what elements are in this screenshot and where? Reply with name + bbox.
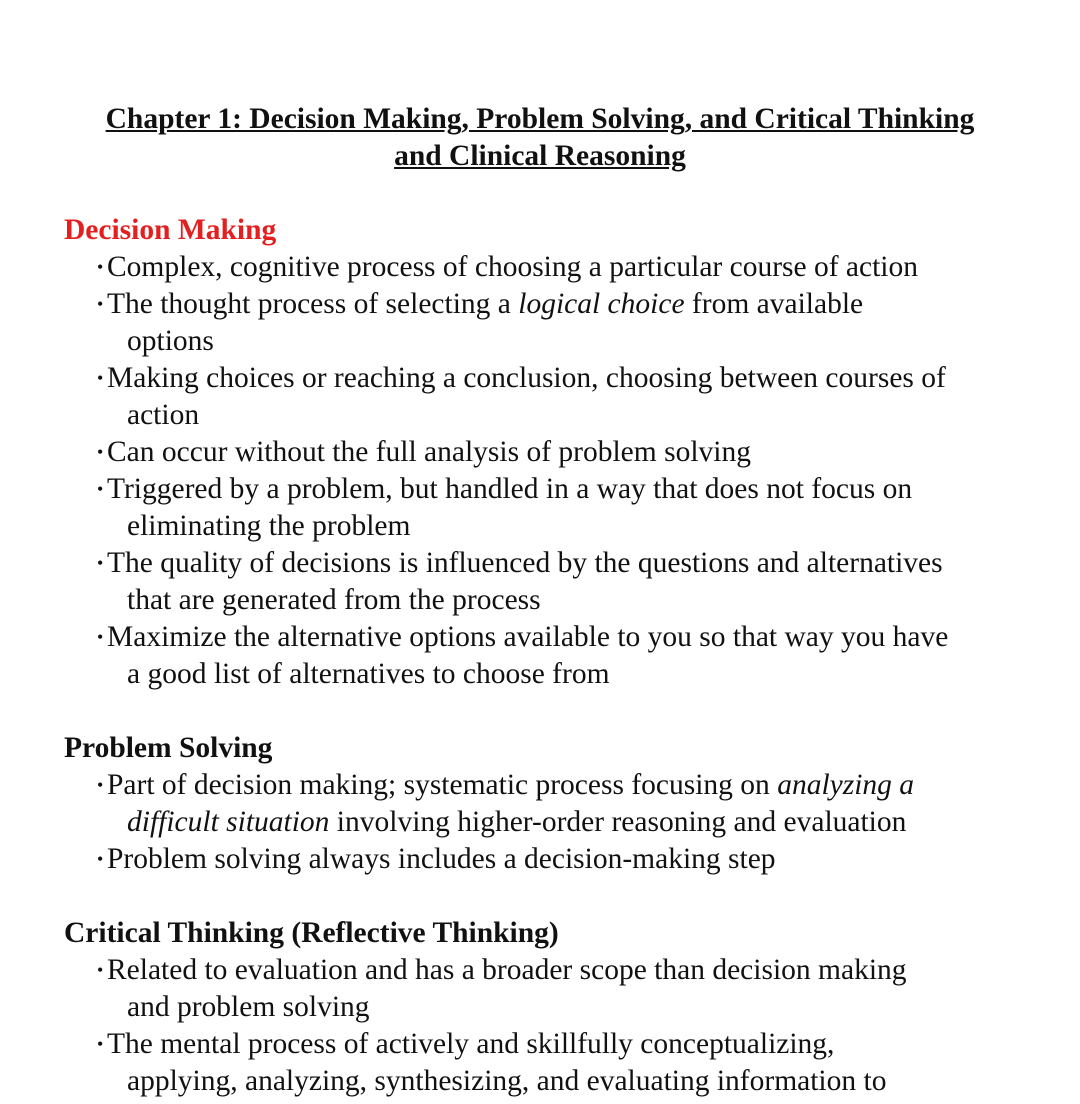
bullet-line [0,286,1080,323]
section-heading: Critical Thinking (Reflective Thinking) [64,917,559,949]
text-segment: Maximize the alternative options available to you so that way you have [107,621,949,653]
text-segment: Part of decision making; systematic process focusing on [107,769,778,801]
bullet-line [0,989,1080,1026]
text-segment: eliminating the problem [127,510,411,542]
spacer [0,878,1080,915]
bullet-item [0,471,1080,545]
text-segment: Problem solving always includes a decision-making step [107,843,776,875]
bullet-item [0,1026,1080,1100]
spacer [0,693,1080,730]
bullet-line [0,397,1080,434]
bullet-dot-icon: • [97,479,104,499]
bullet-dot-icon: • [97,775,104,795]
bullet-dot-icon: • [97,627,104,647]
text-segment: Complex, cognitive process of choosing a particular course of action [107,251,919,283]
bullet-dot-icon: • [97,368,104,388]
bullet-item [0,619,1080,693]
text-segment: that are generated from the process [127,584,541,616]
bullet-item [0,360,1080,434]
spacer [0,175,1080,212]
text-segment: Can occur without the full analysis of problem solving [107,436,751,468]
bullet-dot-icon: • [97,442,104,462]
italic-text: analyzing a [777,769,915,801]
bullet-line [0,804,1080,841]
bullet-item [0,249,1080,286]
bullet-item [0,434,1080,471]
bullet-line [0,434,1080,471]
bullet-dot-icon: • [97,849,104,869]
bullet-dot-icon: • [97,1034,104,1054]
bullet-line [0,249,1080,286]
chapter-title-line-1: Chapter 1: Decision Making, Problem Solving, and Critical Thinking [105,103,975,135]
text-segment: applying, analyzing, synthesizing, and evaluating information to [127,1065,887,1097]
bullet-dot-icon: • [97,553,104,573]
text-segment: action [127,399,200,431]
document-page [0,101,1080,1100]
bullet-line [0,767,1080,804]
bullet-line [0,545,1080,582]
bullet-dot-icon: • [97,960,104,980]
bullet-item [0,952,1080,1026]
bullet-line [0,841,1080,878]
text-segment: The thought process of selecting a [107,288,519,320]
section-heading: Decision Making [64,214,277,246]
text-segment: Related to evaluation and has a broader scope than decision making [107,954,907,986]
bullet-dot-icon: • [97,294,104,314]
text-segment: The quality of decisions is influenced by the questions and alternatives [107,547,943,579]
bullet-line [0,952,1080,989]
bullet-item [0,545,1080,619]
text-segment: a good list of alternatives to choose from [127,658,610,690]
bullet-line [0,619,1080,656]
sections [0,175,1080,1100]
bullet-line [0,656,1080,693]
text-segment: involving higher-order reasoning and evaluation [329,806,907,838]
bullet-item [0,841,1080,878]
bullet-line [0,323,1080,360]
text-segment: Making choices or reaching a conclusion, choosing between courses of [107,362,946,394]
bullet-line [0,582,1080,619]
italic-text: logical choice [518,288,685,320]
text-segment: and problem solving [127,991,370,1023]
bullet-item [0,286,1080,360]
text-segment: Triggered by a problem, but handled in a way that does not focus on [107,473,913,505]
bullet-line [0,360,1080,397]
text-segment: from available [684,288,864,320]
italic-text: difficult situation [127,806,330,838]
text-segment: The mental process of actively and skillfully conceptualizing, [107,1028,835,1060]
bullet-line [0,471,1080,508]
bullet-item [0,767,1080,841]
bullet-line [0,1063,1080,1100]
bullet-line [0,1026,1080,1063]
section-heading: Problem Solving [64,732,273,764]
bullet-dot-icon: • [97,257,104,277]
chapter-title-line-2: and Clinical Reasoning [394,140,686,172]
bullet-line [0,508,1080,545]
text-segment: options [127,325,214,357]
